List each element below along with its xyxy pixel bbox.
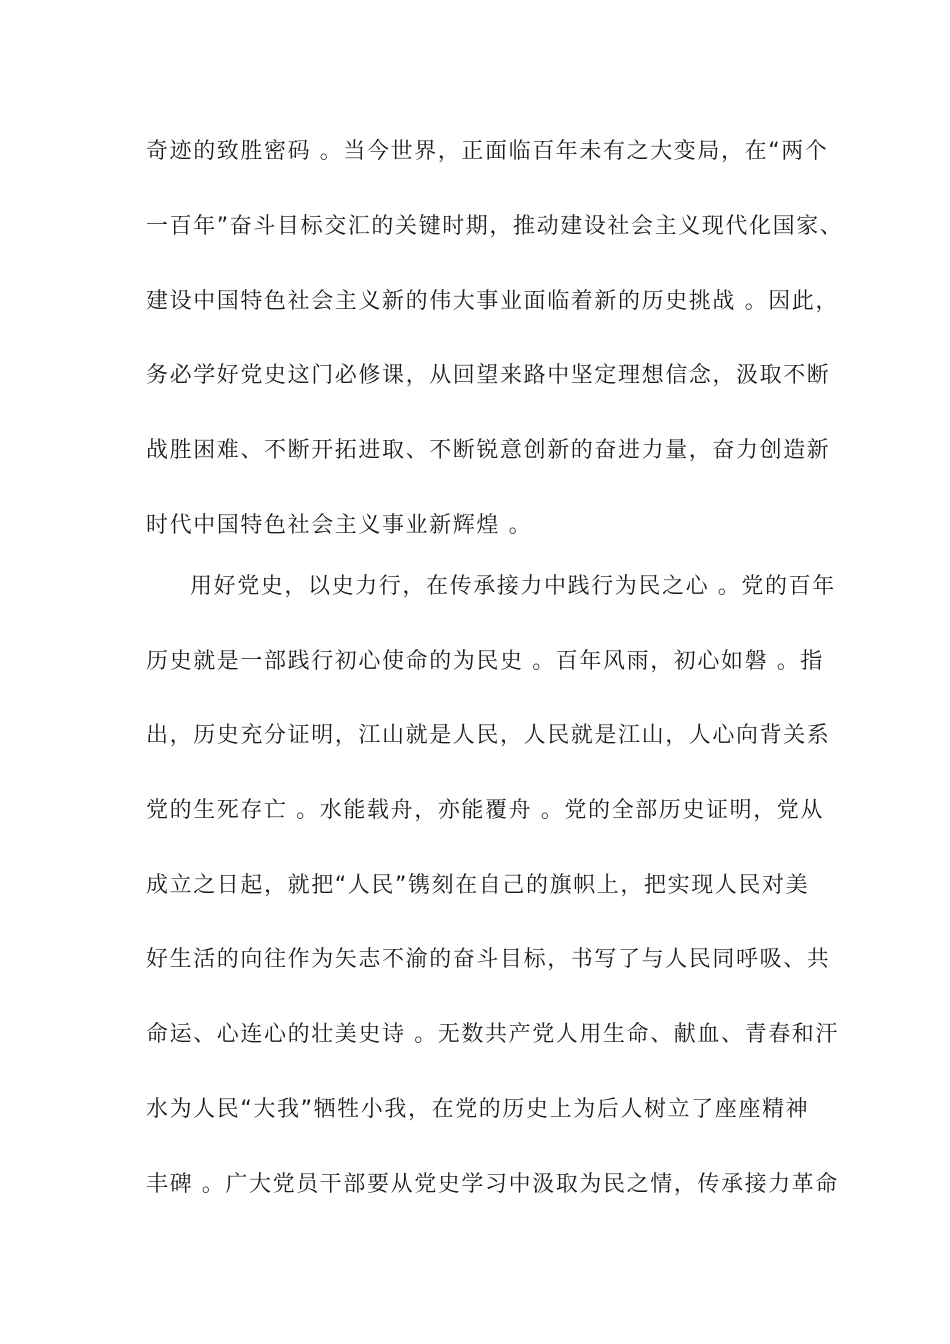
text-line: 出，历史充分证明，江山就是人民，人民就是江山，人心向背关系 (146, 723, 831, 748)
text-line: 奇迹的致胜密码 。当今世界，正面临百年未有之大变局，在“两个 (146, 139, 829, 164)
text-line: 丰碑 。广大党员干部要从党史学习中汲取为民之情，传承接力革命 (146, 1172, 839, 1197)
text-line: 务必学好党史这门必修课，从回望来路中坚定理想信念，汲取不断 (146, 363, 831, 388)
paragraph-first-line: 用好党史，以史力行，在传承接力中践行为民之心 。党的百年 (190, 574, 836, 599)
text-line: 一百年”奋斗目标交汇的关键时期，推动建设社会主义现代化国家、 (146, 214, 844, 239)
text-line: 历史就是一部践行初心使命的为民史 。百年风雨，初心如磐 。指 (146, 649, 824, 674)
text-line: 党的生死存亡 。水能载舟，亦能覆舟 。党的全部历史证明，党从 (146, 798, 824, 823)
text-line: 成立之日起，就把“人民”镌刻在自己的旗帜上，把实现人民对美 (146, 873, 810, 898)
text-line: 建设中国特色社会主义新的伟大事业面临着新的历史挑战 。因此， (146, 289, 839, 314)
text-line: 好生活的向往作为矢志不渝的奋斗目标，书写了与人民同呼吸、共 (146, 947, 831, 972)
text-line: 水为人民“大我”牺牲小我，在党的历史上为后人树立了座座精神 (146, 1097, 810, 1122)
text-line: 战胜困难、不断开拓进取、不断锐意创新的奋进力量，奋力创造新 (146, 438, 831, 463)
text-line: 时代中国特色社会主义事业新辉煌 。 (146, 513, 533, 538)
text-line: 命运、心连心的壮美史诗 。无数共产党人用生命、献血、青春和汗 (146, 1022, 839, 1047)
